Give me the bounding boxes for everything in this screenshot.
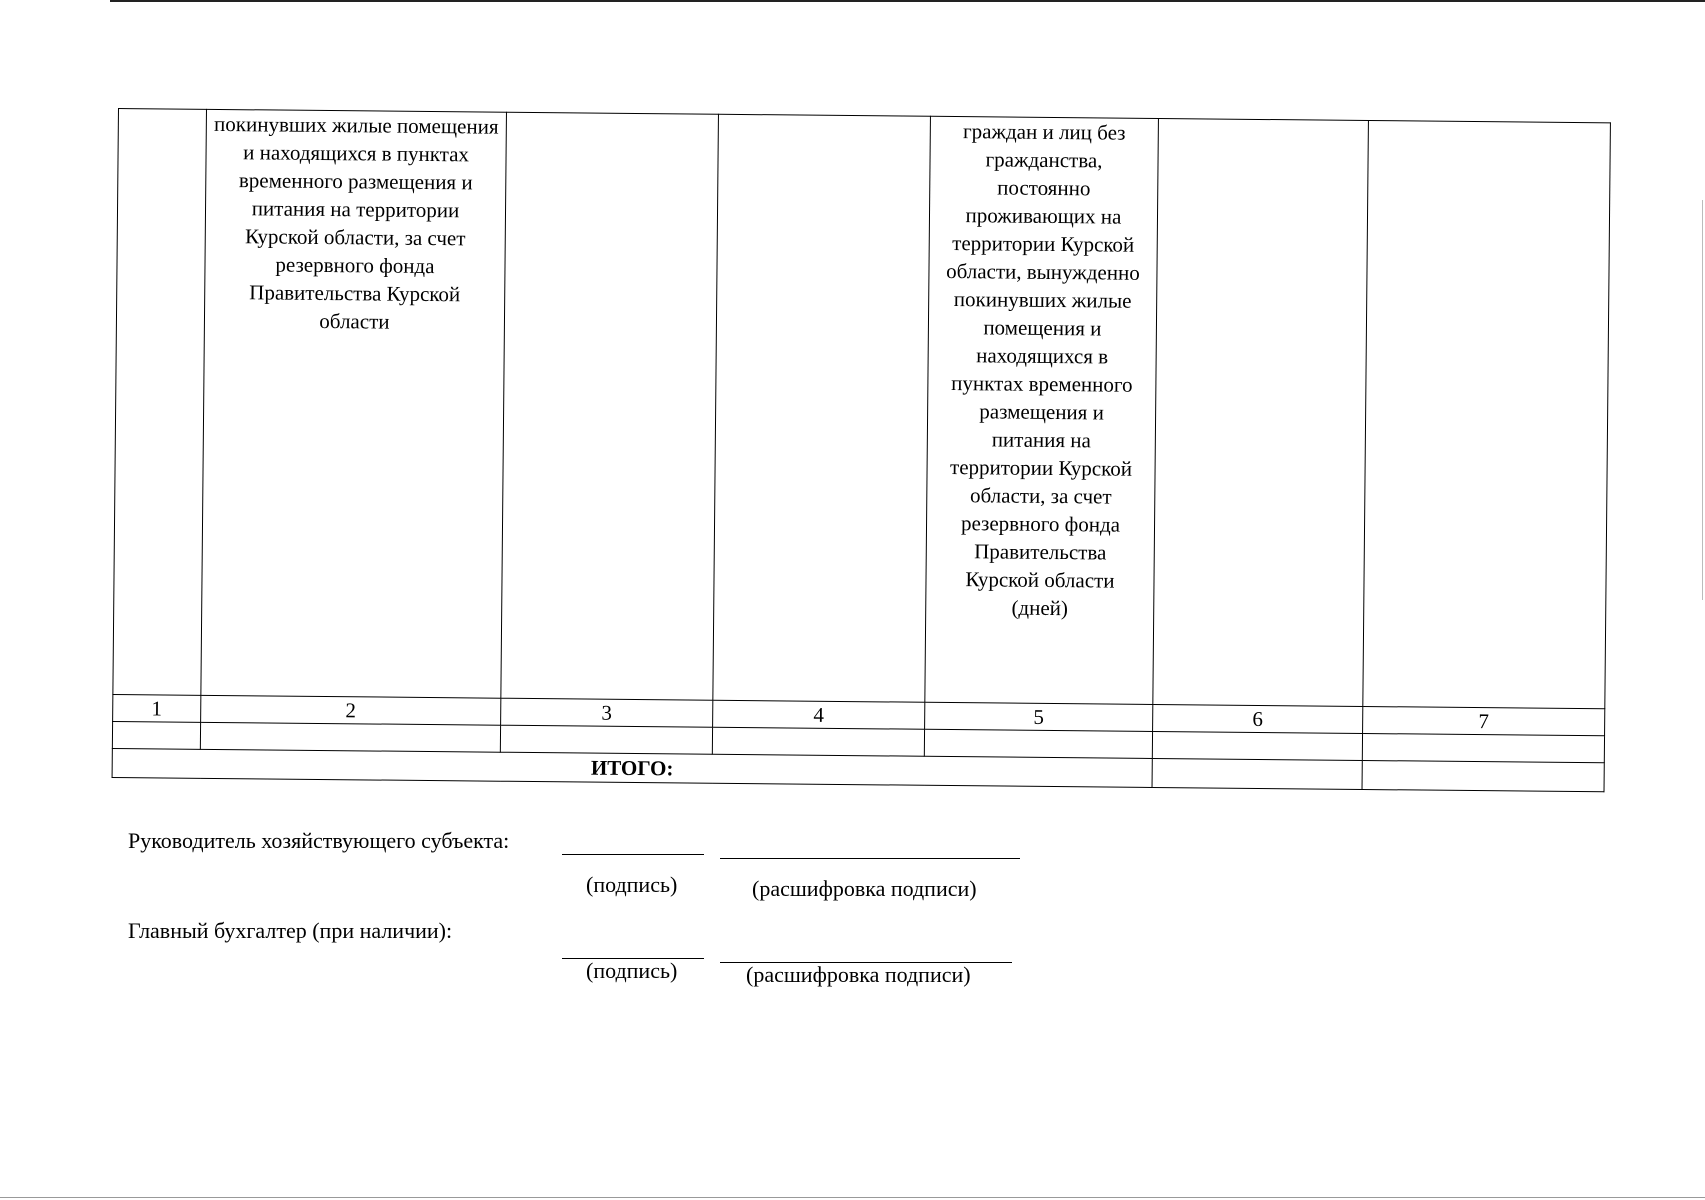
data-cell [1152, 731, 1362, 760]
head-signature-caption: (подпись) [586, 872, 678, 897]
report-table-container [112, 108, 1610, 792]
accountant-label: Главный бухгалтер (при наличии): [128, 918, 453, 943]
data-cell [500, 725, 712, 754]
header-cell-4 [713, 114, 931, 702]
header-cell-3 [501, 112, 719, 700]
header-cell-2-text: покинувших жилые помещения и находящихся в пунктах временного размещения и питания на территории Курской области, за счет резервного фонда Правительства Курской области [213, 111, 499, 334]
header-cell-5-text: граждан и лиц без гражданства, постоянно проживающих на территории Курской области, вынужденно покинувших жилые помещения и находящихся в пунктах временного размещения и питания на территории Курской области, за счет резервного фонда Правительства Курской области (дней) [946, 119, 1140, 621]
column-number: 1 [113, 694, 201, 722]
column-number: 5 [925, 702, 1153, 731]
data-cell [712, 727, 924, 756]
header-cell-7 [1363, 121, 1611, 709]
signature-block [128, 828, 1228, 1008]
head-signature-line [562, 854, 704, 855]
scan-right-edge [1702, 200, 1703, 600]
column-number: 6 [1153, 704, 1363, 733]
data-cell [1362, 733, 1604, 762]
header-cell-6 [1153, 118, 1369, 706]
accountant-signature-caption: (подпись) [586, 958, 678, 983]
accountant-decoding-caption: (расшифровка подписи) [746, 962, 971, 987]
header-cell-5 [925, 116, 1159, 704]
total-cell-6 [1152, 758, 1362, 789]
data-cell [112, 721, 200, 749]
column-number: 4 [713, 700, 925, 729]
header-cell-2 [201, 109, 507, 698]
column-number: 3 [501, 698, 713, 727]
column-number: 7 [1363, 706, 1605, 735]
total-label: ИТОГО: [112, 748, 1152, 787]
data-cell [200, 722, 500, 752]
data-cell [924, 729, 1152, 758]
column-number: 2 [201, 695, 501, 725]
head-label: Руководитель хозяйствующего субъекта: [128, 828, 510, 853]
scan-top-edge [110, 0, 1705, 2]
scan-bottom-edge [0, 1197, 1705, 1198]
header-cell-1 [113, 109, 207, 696]
head-signature-row [128, 828, 1228, 918]
total-cell-7 [1362, 760, 1604, 791]
report-table [112, 108, 1611, 792]
accountant-signature-row [128, 918, 1228, 1008]
head-decoding-caption: (расшифровка подписи) [752, 876, 977, 901]
head-decoding-line [720, 858, 1020, 859]
table-header-row [113, 109, 1611, 709]
